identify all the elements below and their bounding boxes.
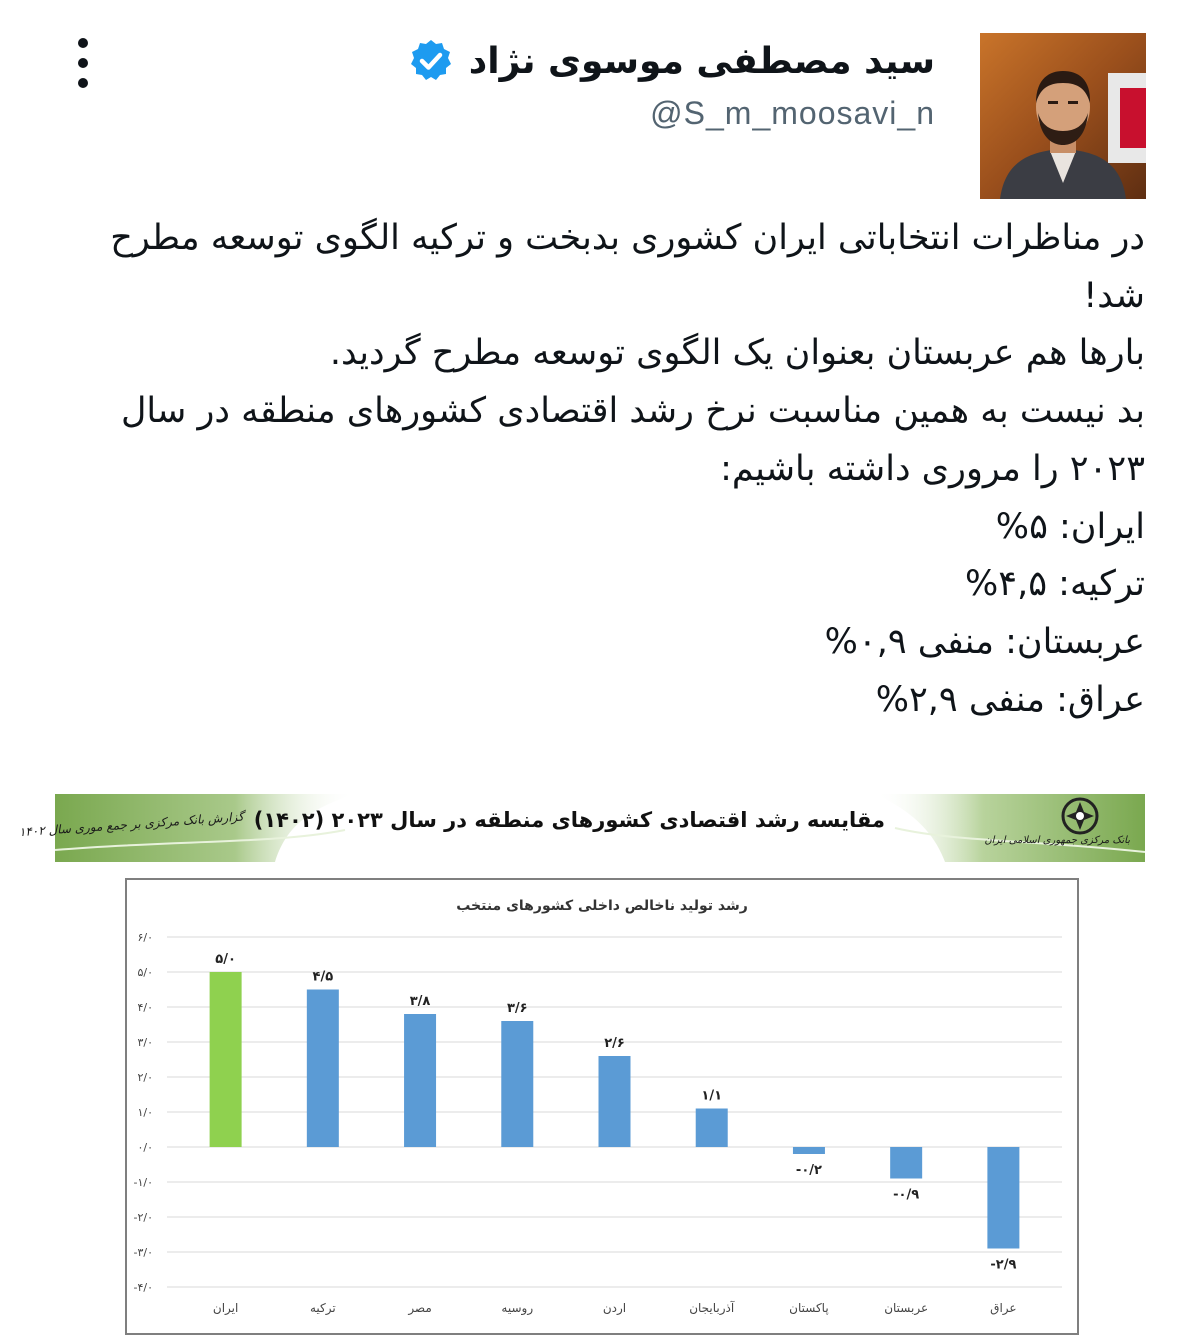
y-tick-label: ۱/۰ [137,1106,153,1119]
report-source-caption: گزارش بانک مرکزی بر جمع موری سال ۱۴۰۲ [18,809,245,840]
y-tick-label: ۰/۰ [137,1141,153,1154]
avatar[interactable] [980,33,1146,199]
y-tick-label: ۳/۰ [137,1036,153,1049]
verified-badge-icon [407,37,455,85]
bar-value-label: ۵/۰ [215,952,236,967]
bar-7 [890,1147,922,1179]
x-category-label: عراق [990,1301,1017,1315]
x-category-label: ایران [212,1301,239,1315]
y-tick-label: ۲/۰ [137,1071,153,1084]
x-category-label: ترکیه [309,1301,336,1315]
bar-value-label: ۱/۱ [701,1088,723,1104]
tweet-line: ترکیه: ۴,۵% [965,564,1145,605]
tweet-line: بارها هم عربستان بعنوان یک الگوی توسعه مطرح گردید. [329,333,1145,374]
y-tick-label: -۲/۰ [133,1211,153,1224]
central-bank-name: بانک مرکزی جمهوری اسلامی ایران [984,835,1130,846]
chart-bars [210,969,1020,1249]
chart-canvas [127,880,1077,1333]
tweet-line: عراق: منفی ۲,۹% [875,679,1145,720]
tweet-media-image[interactable] [18,790,1145,1339]
x-category-label: عربستان [884,1301,929,1315]
bar-value-label: ۴/۵ [312,969,334,985]
bar-value-label: -۰/۲ [795,1163,822,1178]
bar-5 [696,1109,728,1148]
x-category-label: آذربایجان [689,1301,735,1315]
y-tick-label: -۱/۰ [133,1176,153,1189]
more-options-button[interactable] [68,38,98,88]
tweet-line: عربستان: منفی ۰,۹% [824,621,1145,662]
author-handle[interactable]: @S_m_moosavi_n [650,95,935,131]
x-category-label: اردن [602,1301,627,1315]
gdp-growth-chart [125,878,1079,1335]
tweet-line: در مناظرات انتخاباتی ایران کشوری بدبخت و ترکیه الگوی توسعه مطرح [110,218,1145,258]
tweet-line: بد نیست به همین مناسبت نرخ رشد اقتصادی کشورهای منطقه در سال [120,391,1145,432]
bar-value-label: ۳/۸ [409,994,431,1009]
y-tick-label: -۳/۰ [133,1246,153,1259]
report-title: مقایسه رشد اقتصادی کشورهای منطقه در سال ۲۰۲۳ (۱۴۰۲) [253,808,885,832]
bar-4 [599,1056,631,1147]
bar-value-label: -۰/۹ [893,1187,920,1203]
bar-value-label: ۳/۶ [506,1001,528,1016]
x-category-label: روسیه [501,1301,534,1315]
bar-3 [501,1021,533,1147]
bar-value-label: -۲/۹ [990,1257,1017,1273]
tweet-body [55,210,1145,729]
y-tick-label: ۴/۰ [137,1001,153,1014]
bar-1 [307,990,339,1148]
y-tick-label: ۵/۰ [137,966,153,979]
avatar-photo [980,33,1146,199]
author-display-name[interactable]: سید مصطفی موسوی نژاد [468,40,935,82]
bar-0 [210,972,242,1147]
author-name-row [407,36,935,86]
more-dot-icon [78,78,88,88]
bar-2 [404,1014,436,1147]
y-tick-label: ۶/۰ [137,931,153,944]
y-tick-label: -۴/۰ [133,1281,153,1294]
chart-labels [134,931,1017,1316]
tweet-line: شد! [1083,275,1145,316]
tweet-line: ایران: ۵% [995,506,1145,547]
chart-title: رشد تولید ناخالص داخلی کشورهای منتخب [456,898,748,914]
x-category-label: پاکستان [789,1301,829,1315]
more-dot-icon [78,38,88,48]
bar-value-label: ۲/۶ [604,1036,625,1051]
bar-8 [987,1147,1019,1249]
more-dot-icon [78,58,88,68]
central-bank-logo-icon [1060,796,1100,836]
bar-6 [793,1147,825,1154]
tweet-line: ۲۰۲۳ را مروری داشته باشیم: [720,448,1145,489]
x-category-label: مصر [408,1301,432,1315]
